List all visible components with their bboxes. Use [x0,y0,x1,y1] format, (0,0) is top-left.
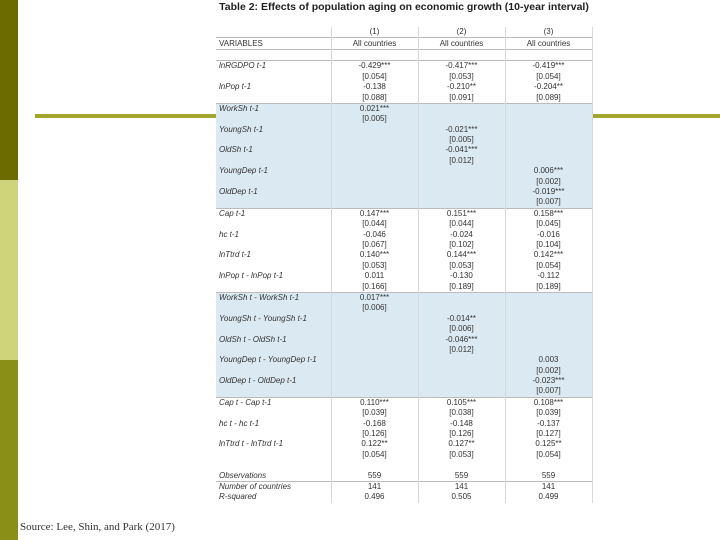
variable-cell [216,324,331,334]
value-cell [331,135,418,145]
variable-cell [216,72,331,82]
value-cell [505,334,592,344]
value-cell: 0.142*** [505,250,592,260]
variable-cell [216,135,331,145]
value-cell: -0.046 [331,229,418,239]
value-cell: [0.166] [331,281,418,292]
table-row [216,470,592,481]
value-cell [418,303,505,313]
variable-cell: R-squared [216,492,331,502]
value-cell: -0.148 [418,418,505,428]
value-cell: [0.002] [505,176,592,186]
value-cell [418,460,505,470]
variable-cell [216,240,331,250]
value-cell [331,460,418,470]
variable-cell [216,303,331,313]
value-cell: [0.002] [505,366,592,376]
value-cell: -0.023*** [505,376,592,386]
value-cell: 0.144*** [418,250,505,260]
value-cell: 559 [505,470,592,481]
value-cell [505,460,592,470]
value-cell: -0.046*** [418,334,505,344]
variable-cell: YoungSh t-1 [216,125,331,135]
table-row [216,408,592,418]
value-cell [331,355,418,365]
value-cell [505,49,592,60]
value-cell: -0.429*** [331,61,418,72]
variable-cell [216,156,331,166]
value-cell [331,334,418,344]
value-cell: [0.012] [418,345,505,355]
value-cell [505,125,592,135]
value-cell: [0.126] [331,429,418,439]
value-cell: -0.016 [505,229,592,239]
value-cell [331,176,418,186]
value-cell [505,103,592,114]
value-cell: 0.140*** [331,250,418,260]
value-cell: 0.110*** [331,397,418,408]
value-cell [331,125,418,135]
table-row [216,492,592,502]
value-cell [331,324,418,334]
value-cell: [0.189] [418,281,505,292]
table-row [216,125,592,135]
value-cell: 559 [418,470,505,481]
value-cell: -0.417*** [418,61,505,72]
value-cell [505,145,592,155]
value-cell: [0.007] [505,386,592,397]
value-cell: 0.122** [331,439,418,449]
value-cell: -0.419*** [505,61,592,72]
value-cell [331,366,418,376]
value-cell [505,345,592,355]
value-cell [418,49,505,60]
table-row [216,271,592,281]
variable-cell [216,366,331,376]
table-row [216,303,592,313]
table-row [216,292,592,303]
table-row [216,208,592,219]
value-cell: [0.067] [331,240,418,250]
value-cell: 141 [331,481,418,492]
value-cell: [0.088] [331,92,418,103]
value-cell: [0.012] [418,156,505,166]
variable-cell: Cap t-1 [216,208,331,219]
value-cell: [0.054] [505,261,592,271]
table-row [216,229,592,239]
value-cell: 0.151*** [418,208,505,219]
table-row [216,197,592,208]
table-row [216,72,592,82]
variable-cell [216,114,331,124]
table-row [216,429,592,439]
value-cell: 0.017*** [331,292,418,303]
table-row [216,187,592,197]
value-cell: -0.112 [505,271,592,281]
value-cell: [0.104] [505,240,592,250]
value-cell [331,386,418,397]
value-cell: (1) [331,27,418,38]
value-cell [418,187,505,197]
value-cell: [0.127] [505,429,592,439]
value-cell: 559 [331,470,418,481]
value-cell: 0.505 [418,492,505,502]
value-cell: [0.005] [418,135,505,145]
variable-cell: Cap t - Cap t-1 [216,397,331,408]
value-cell: -0.021*** [418,125,505,135]
variable-cell: WorkSh t - WorkSh t-1 [216,292,331,303]
table-row [216,38,592,49]
value-cell [418,114,505,124]
variable-cell [216,261,331,271]
value-cell [331,145,418,155]
variable-cell [216,27,331,38]
value-cell: [0.126] [418,429,505,439]
table-row [216,135,592,145]
value-cell [418,386,505,397]
value-cell: -0.041*** [418,145,505,155]
variable-cell: lnTtrd t - lnTtrd t-1 [216,439,331,449]
table-row [216,219,592,229]
value-cell: All countries [418,38,505,49]
value-cell [505,324,592,334]
value-cell: 0.147*** [331,208,418,219]
variable-cell: VARIABLES [216,38,331,49]
value-cell: [0.054] [331,450,418,460]
value-cell [418,366,505,376]
value-cell: [0.189] [505,281,592,292]
value-cell [331,314,418,324]
value-cell [331,197,418,208]
table-row [216,345,592,355]
variable-cell [216,281,331,292]
table-row [216,240,592,250]
table-row [216,82,592,92]
table-row [216,176,592,186]
value-cell: 0.011 [331,271,418,281]
value-cell: [0.039] [505,408,592,418]
variable-cell [216,408,331,418]
value-cell: [0.053] [331,261,418,271]
variable-cell: lnRGDPO t-1 [216,61,331,72]
value-cell: 0.021*** [331,103,418,114]
value-cell: [0.005] [331,114,418,124]
value-cell: -0.210** [418,82,505,92]
left-accent-bar-olive [0,360,18,540]
regression-table [216,27,593,503]
table-row [216,355,592,365]
table-row [216,334,592,344]
table-row [216,481,592,492]
value-cell: [0.054] [505,72,592,82]
value-cell: (3) [505,27,592,38]
variable-cell [216,450,331,460]
table-row [216,156,592,166]
table-row [216,450,592,460]
variable-cell [216,219,331,229]
variable-cell: OldSh t - OldSh t-1 [216,334,331,344]
table-row [216,49,592,60]
variable-cell: lnPop t - lnPop t-1 [216,271,331,281]
value-cell [331,49,418,60]
variable-cell [216,92,331,103]
table-row [216,92,592,103]
value-cell [331,166,418,176]
value-cell: 0.006*** [505,166,592,176]
value-cell: 0.158*** [505,208,592,219]
value-cell: [0.053] [418,72,505,82]
value-cell: 141 [418,481,505,492]
value-cell: -0.019*** [505,187,592,197]
left-accent-bar-dark [0,0,18,180]
value-cell: [0.044] [331,219,418,229]
value-cell: 0.125** [505,439,592,449]
value-cell: [0.053] [418,261,505,271]
value-cell: -0.168 [331,418,418,428]
value-cell: -0.137 [505,418,592,428]
value-cell: [0.006] [418,324,505,334]
value-cell: [0.044] [418,219,505,229]
value-cell [331,187,418,197]
value-cell [418,197,505,208]
variable-cell: YoungDep t - YoungDep t-1 [216,355,331,365]
value-cell: [0.038] [418,408,505,418]
variable-cell: hc t-1 [216,229,331,239]
value-cell: [0.091] [418,92,505,103]
variable-cell [216,49,331,60]
variable-cell: OldDep t-1 [216,187,331,197]
value-cell: (2) [418,27,505,38]
variable-cell: hc t - hc t-1 [216,418,331,428]
variable-cell [216,386,331,397]
table-title: Table 2: Effects of population aging on economic growth (10-year interval) [219,1,589,13]
variable-cell [216,460,331,470]
variable-cell: Observations [216,470,331,481]
table-row [216,386,592,397]
value-cell [418,176,505,186]
value-cell: [0.045] [505,219,592,229]
regression-table-image [216,0,592,540]
variable-cell: lnTtrd t-1 [216,250,331,260]
table-row [216,261,592,271]
variable-cell [216,197,331,208]
value-cell [505,314,592,324]
table-row [216,166,592,176]
variable-cell: lnPop t-1 [216,82,331,92]
table-row [216,314,592,324]
value-cell [505,303,592,313]
value-cell: 0.105*** [418,397,505,408]
value-cell: 141 [505,481,592,492]
variable-cell [216,176,331,186]
table-row [216,418,592,428]
table-row [216,376,592,386]
left-accent-bar-light [0,180,18,360]
value-cell [331,376,418,386]
table-row [216,281,592,292]
value-cell: 0.003 [505,355,592,365]
source-citation: Source: Lee, Shin, and Park (2017) [20,521,175,533]
value-cell: 0.108*** [505,397,592,408]
variable-cell: YoungSh t - YoungSh t-1 [216,314,331,324]
value-cell [331,156,418,166]
value-cell [418,292,505,303]
table-row [216,61,592,72]
value-cell: [0.007] [505,197,592,208]
value-cell [418,103,505,114]
value-cell [418,376,505,386]
value-cell: [0.039] [331,408,418,418]
table-row [216,439,592,449]
table-row [216,397,592,408]
variable-cell [216,429,331,439]
value-cell: -0.204** [505,82,592,92]
value-cell [331,345,418,355]
value-cell: -0.138 [331,82,418,92]
table-row [216,324,592,334]
value-cell: 0.127** [418,439,505,449]
table-row [216,460,592,470]
table-row [216,27,592,38]
variable-cell: Number of countries [216,481,331,492]
variable-cell: YoungDep t-1 [216,166,331,176]
table-row [216,250,592,260]
variable-cell: OldSh t-1 [216,145,331,155]
value-cell [505,156,592,166]
variable-cell: WorkSh t-1 [216,103,331,114]
table-row [216,366,592,376]
table-row [216,103,592,114]
value-cell [505,114,592,124]
variable-cell [216,345,331,355]
value-cell [418,166,505,176]
value-cell: [0.053] [418,450,505,460]
variable-cell: OldDep t - OldDep t-1 [216,376,331,386]
value-cell: [0.006] [331,303,418,313]
value-cell: [0.054] [505,450,592,460]
value-cell: All countries [505,38,592,49]
value-cell: -0.014** [418,314,505,324]
value-cell: -0.024 [418,229,505,239]
value-cell: [0.089] [505,92,592,103]
value-cell: 0.496 [331,492,418,502]
value-cell [505,135,592,145]
value-cell [505,292,592,303]
value-cell: 0.499 [505,492,592,502]
table-row [216,145,592,155]
value-cell: [0.102] [418,240,505,250]
value-cell [418,355,505,365]
value-cell: All countries [331,38,418,49]
value-cell: -0.130 [418,271,505,281]
value-cell: [0.054] [331,72,418,82]
table-row [216,114,592,124]
